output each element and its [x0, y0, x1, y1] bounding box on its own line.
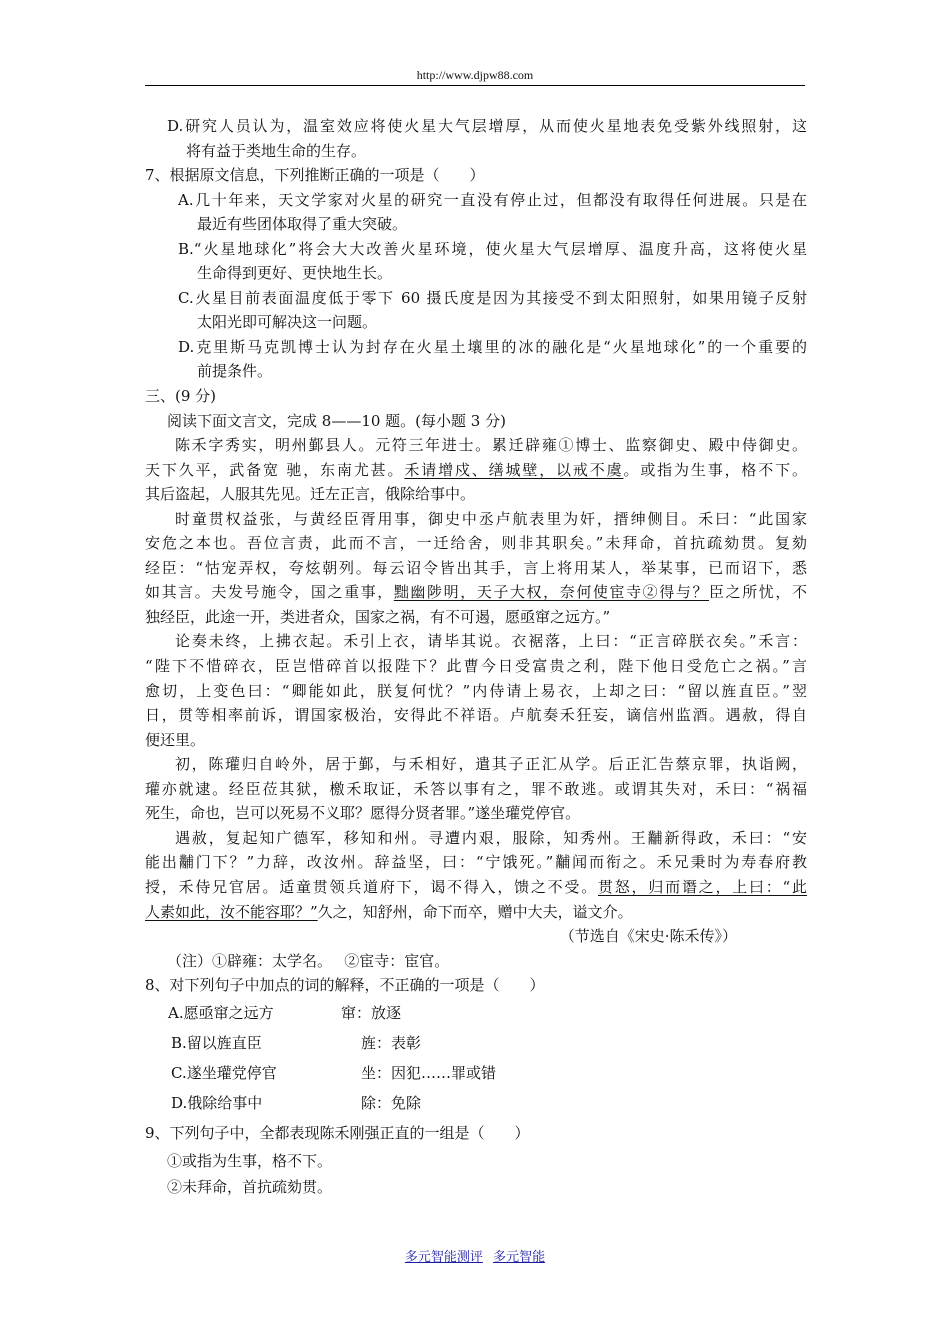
underlined-phrase: 禾请增戍、缮城壁，以戒不虞 — [404, 460, 624, 479]
q8-option-gloss: 旌：表彰 — [361, 1033, 422, 1052]
footer-link-assessment[interactable]: 多元智能测评 — [404, 1250, 483, 1265]
q8-option — [145, 1088, 807, 1118]
text-line: 安危之本也。吾位言责，此而不言，一迁给舍，则非其职矣。”未拜命，首抗疏劾贯。复劾 — [145, 534, 807, 553]
text-line: （注）①辟雍：太学名。 ②宦寺：宦官。 — [167, 951, 450, 970]
text-line: 论奏未终，上拂衣起。禾引上衣，请毕其说。衣裾落，上曰：“正言碎朕衣矣。”禾言： — [175, 632, 807, 651]
text-line: 初，陈瓘归自岭外，居于鄞，与禾相好，遣其子正汇从学。后正汇告蔡京罪，执诣阙， — [175, 755, 807, 774]
q8-option-sentence: A.愿亟窜之远方 — [168, 1003, 274, 1022]
text-line: 7、根据原文信息，下列推断正确的一项是（ ） — [145, 166, 485, 185]
text-line: “陛下不惜碎衣，臣岂惜碎首以报陛下？此曹今日受富贵之利，陛下他日受危亡之祸。”言 — [145, 657, 807, 676]
text-line: 阅读下面文言文，完成 8——10 题。(每小题 3 分) — [167, 411, 506, 430]
page-footer — [0, 1246, 950, 1265]
text-line: 太阳光即可解决这一问题。 — [197, 313, 378, 332]
text-line: 8、对下列句子中加点的词的解释，不正确的一项是（ ） — [145, 976, 545, 995]
text-line: 生命得到更好、更快地生长。 — [197, 264, 393, 283]
text-line: 愈切，上变色曰：“卿能如此，朕复何忧？”内侍请上易衣，上却之曰：“留以旌直臣。”翌 — [145, 681, 807, 700]
text-line: 将有益于类地生命的生存。 — [186, 141, 367, 160]
text-line: 死生，命也，岂可以死易不义耶？愿得分贤者罪。”遂坐瓘党停官。 — [145, 804, 581, 823]
underlined-phrase: 黜幽陟明，天子大权，奈何使宦寺②得与？ — [393, 583, 710, 602]
text-line: 前提条件。 — [197, 362, 273, 381]
text-line: 独经臣，此途一开，类进者众，国家之祸，有不可遏，愿亟窜之远方。” — [145, 607, 611, 626]
text-line: A.几十年来，天文学家对火星的研究一直没有停止过，但都没有取得任何进展。只是在 — [178, 190, 807, 209]
text-line: 陈禾字秀实，明州鄞县人。元符三年进士。累迁辟雍①博士、监察御史、殿中侍御史。 — [175, 436, 807, 455]
q8-option — [145, 1058, 807, 1088]
text-line — [145, 458, 807, 483]
text-span: 授，禾侍兄官居。适童贯领兵道府下，谒不得入，馈之不受。 — [145, 877, 598, 896]
text-line — [145, 580, 807, 605]
text-line: 遇赦，复起知广德军，移知和州。寻遭内艰，服除，知秀州。王黼新得政，禾曰：“安 — [175, 828, 807, 847]
text-line — [145, 875, 807, 900]
q8-option-gloss: 窜：放逐 — [341, 1003, 402, 1022]
text-line: D.研究人员认为，温室效应将使火星大气层增厚，从而使火星地表免受紫外线照射，这 — [167, 117, 807, 135]
text-line: C.火星目前表面温度低于零下 60 摄氏度是因为其接受不到太阳照射，如果用镜子反射 — [178, 288, 807, 307]
text-line: 三、(9 分) — [145, 387, 217, 406]
text-line: 时童贯权益张，与黄经臣胥用事，御史中丞卢航表里为奸，搢绅侧目。禾曰：“此国家 — [175, 509, 807, 528]
text-span: 天下久平，武备宽 驰，东南尤甚。 — [145, 460, 405, 479]
q9-item: ②未拜命，首抗疏劾贯。 — [167, 1177, 333, 1196]
footer-link-home[interactable]: 多元智能 — [493, 1250, 546, 1265]
q8-option-sentence: B.留以旌直臣 — [171, 1033, 262, 1052]
q8-option-sentence: C.遂坐瓘党停官 — [171, 1063, 277, 1082]
q8-option-gloss: 坐：因犯……罪或错 — [361, 1063, 497, 1082]
q8-option — [145, 998, 807, 1028]
q8-option-gloss: 除：免除 — [361, 1093, 422, 1112]
text-line: 最近有些团体取得了重大突破。 — [197, 215, 408, 234]
text-span: 久之，知舒州，命下而卒，赠中大夫，谥文介。 — [317, 902, 633, 921]
header-rule — [145, 85, 805, 86]
q9-stem: 9、下列句子中，全都表现陈禾刚强正直的一组是（ ） — [145, 1123, 530, 1142]
text-span: 如其言。夫发号施令，国之重事， — [145, 583, 394, 602]
text-line: 能出黼门下？”力辞，改汝州。辞益坚，曰：“宁饿死。”黼闻而衔之。禾兄秉时为寿春府教 — [145, 853, 807, 872]
text-line — [145, 900, 807, 925]
underlined-phrase: 人素如此，汝不能容耶？” — [145, 902, 318, 921]
text-span: 臣之所忧，不 — [709, 583, 807, 602]
text-line: （节选自《宋史·陈禾传》） — [559, 927, 737, 946]
text-line: 便还里。 — [145, 730, 206, 749]
q9-item: ①或指为生事，格不下。 — [167, 1151, 333, 1170]
text-line: B.“火星地球化”将会大大改善火星环境，使火星大气层增厚、温度升高，这将使火星 — [178, 239, 807, 258]
document-body — [145, 114, 807, 1200]
text-line: 瓘亦就逮。经臣莅其狱，檄禾取证，禾答以事有之，罪不敢逃。或谓其失对，禾曰：“祸福 — [145, 779, 807, 798]
text-line: 经臣：“怙宠弄权，夸炫朝列。每云诏令皆出其手，言上将用某人，举某事，已而诏下，悉 — [145, 558, 807, 577]
underlined-phrase: 贯怒，归而谮之，上曰：“此 — [598, 877, 807, 896]
page-header-url: http://www.djpw88.com — [416, 68, 534, 82]
text-line: 日，贯等相率前诉，谓国家极治，安得此不祥语。卢航奏禾狂妄，谪信州监酒。遇赦，得自 — [145, 706, 807, 725]
text-line: 其后盗起，人服其先见。迁左正言，俄除给事中。 — [145, 485, 476, 504]
q8-option-sentence: D.俄除给事中 — [171, 1093, 263, 1112]
q8-option — [145, 1028, 807, 1058]
text-line: D.克里斯马克凯博士认为封存在火星土壤里的冰的融化是“火星地球化”的一个重要的 — [178, 337, 807, 356]
text-span: 。或指为生事，格不下。 — [623, 460, 807, 479]
